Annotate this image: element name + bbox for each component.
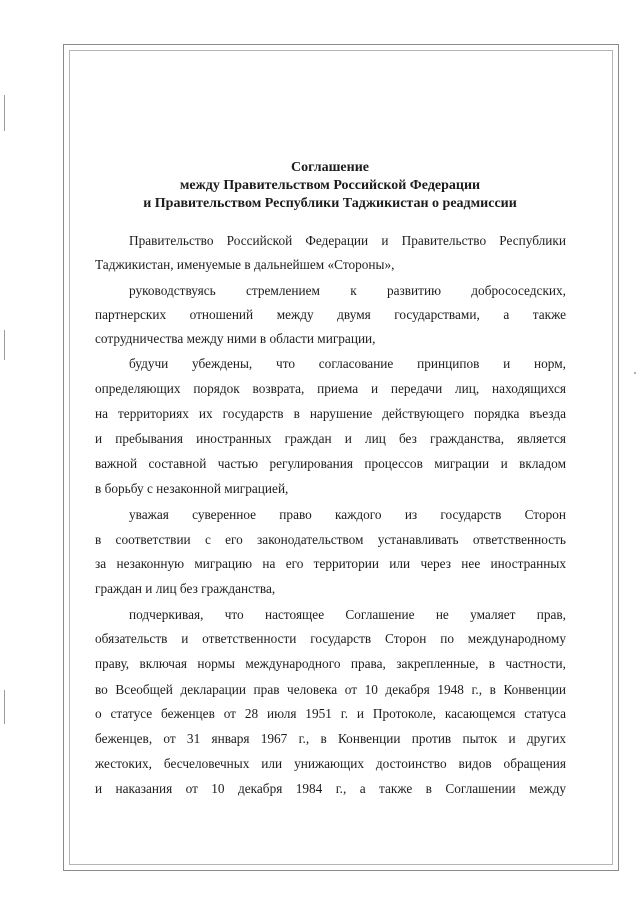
text-line: и наказания от 10 декабря 1984 г., а также в Соглашении между: [95, 781, 566, 796]
scan-edge-mark-left: [4, 690, 5, 724]
text-line: уважая суверенное право каждого из государств Сторон: [129, 507, 566, 522]
scan-edge-mark-left: [4, 330, 5, 360]
text-line: важной составной частью регулирования процессов миграции и вкладом: [95, 456, 566, 471]
title-line: между Правительством Российской Федерации: [179, 178, 481, 193]
text-line: и пребывания иностранных граждан и лиц без гражданства, является: [95, 431, 566, 446]
text-line: о статусе беженцев от 28 июля 1951 г. и Протоколе, касающемся статуса: [95, 706, 566, 721]
text-line: руководствуясь стремлением к развитию добрососедских,: [129, 283, 566, 298]
text-line: подчеркивая, что настоящее Соглашение не умаляет прав,: [129, 607, 566, 622]
text-line: в борьбу с незаконной миграцией,: [95, 481, 289, 496]
document-title: [90, 159, 570, 213]
text-line: сотрудничества между ними в области миграции,: [95, 331, 376, 346]
text-line: граждан и лиц без гражданства,: [95, 581, 276, 596]
title-line: и Правительством Республики Таджикистан о реадмиссии: [143, 196, 517, 211]
text-line: Таджикистан, именуемые в дальнейшем «Стороны»,: [95, 257, 395, 272]
text-line: партнерских отношений между двумя государствами, а также: [95, 307, 566, 322]
text-line: будучи убеждены, что согласование принципов и норм,: [129, 356, 566, 371]
text-line: Правительство Российской Федерации и Правительство Республики: [129, 233, 566, 248]
text-line: беженцев, от 31 января 1967 г., в Конвенции против пыток и других: [95, 731, 566, 746]
text-line: за незаконную миграцию на его территории или через нее иностранных: [95, 556, 566, 571]
text-line: во Всеобщей декларации прав человека от 10 декабря 1948 г., в Конвенции: [95, 682, 566, 697]
text-line: праву, включая нормы международного права, закрепленные, в частности,: [95, 656, 566, 671]
text-line: определяющих порядок возврата, приема и передачи лиц, находящихся: [95, 381, 566, 396]
scan-edge-mark-left: [4, 95, 5, 131]
title-line: Соглашение: [291, 160, 369, 175]
text-line: на территориях их государств в нарушение действующего порядка въезда: [95, 406, 566, 421]
scan-speck: [634, 372, 636, 374]
text-line: обязательств и ответственности государств Сторон по международному: [95, 631, 566, 646]
text-line: жестоких, бесчеловечных или унижающих достоинство видов обращения: [95, 756, 566, 771]
text-line: в соответствии с его законодательством устанавливать ответственность: [95, 532, 566, 547]
